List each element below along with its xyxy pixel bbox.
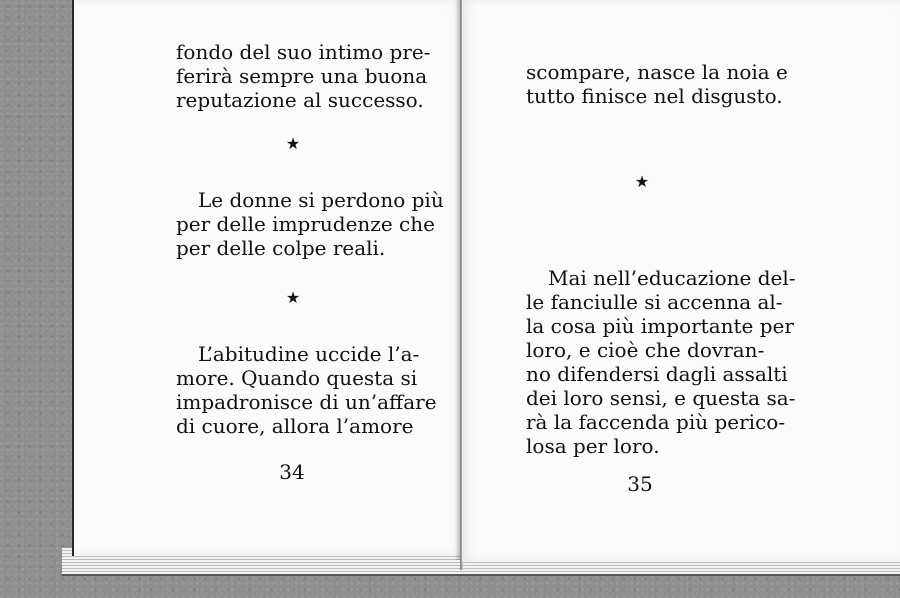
right-paragraph-1 [526, 60, 788, 108]
text-line: di cuore, allora l’amore [176, 414, 414, 438]
star-separator-icon: ★ [285, 288, 301, 307]
text-line: more. Quando questa si [176, 366, 418, 390]
right-paragraph-2 [526, 266, 796, 458]
text-line: la cosa più importante per [526, 314, 794, 338]
star-separator-icon: ★ [285, 134, 301, 153]
left-paragraph-3 [176, 342, 437, 438]
text-line: rà la faccenda più perico- [526, 410, 786, 434]
text-line: Le donne si perdono più [198, 188, 444, 212]
left-paragraph-1 [176, 40, 431, 112]
text-line: dei loro sensi, e questa sa- [526, 386, 796, 410]
text-line: per delle colpe reali. [176, 236, 386, 260]
text-line: ferirà sempre una buona [176, 64, 428, 88]
left-page [72, 0, 464, 556]
star-separator-icon: ★ [634, 172, 650, 191]
text-line: no difendersi dagli assalti [526, 362, 788, 386]
text-line: L’abitudine uccide l’a- [198, 342, 420, 366]
page-number-left: 34 [279, 460, 305, 484]
text-line: impadronisce di un’affare [176, 390, 437, 414]
text-line: loro, e cioè che dovran- [526, 338, 765, 362]
left-paragraph-2 [176, 188, 444, 260]
text-line: losa per loro. [526, 434, 660, 458]
text-line: scompare, nasce la noia e [526, 60, 788, 84]
text-line: tutto finisce nel disgusto. [526, 84, 783, 108]
page-number-right: 35 [627, 472, 653, 496]
right-page [462, 0, 900, 562]
text-line: Mai nell’educazione del- [548, 266, 796, 290]
text-line: le fanciulle si accenna al- [526, 290, 783, 314]
text-line: per delle imprudenze che [176, 212, 435, 236]
text-line: reputazione al successo. [176, 88, 424, 112]
text-line: fondo del suo intimo pre- [176, 40, 431, 64]
